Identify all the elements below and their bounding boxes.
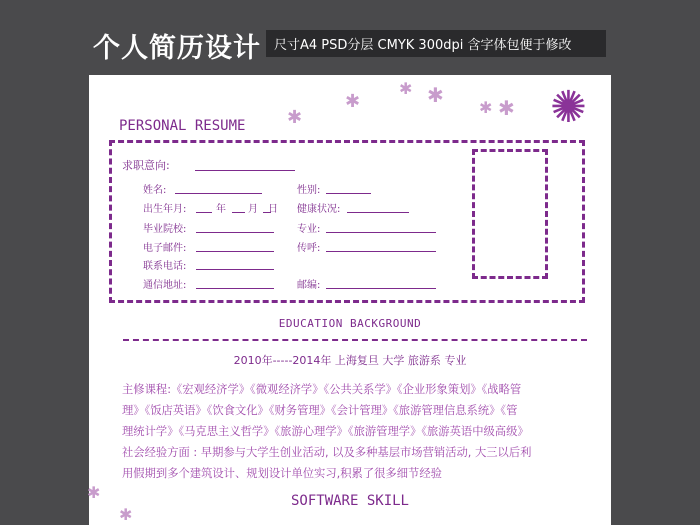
zip-underline [326,288,436,289]
major-label: 专业: [297,224,321,235]
health-underline [347,212,409,213]
flower-icon: ✱ [287,107,303,128]
software-title: SOFTWARE SKILL [290,493,409,509]
school-label: 毕业院校: [143,224,187,235]
page-title: 个人简历设计 [93,33,261,64]
school-underline [196,232,274,233]
objective-underline [195,170,295,171]
health-label: 健康状况: [297,204,341,215]
text-line: 理》《饭店英语》《饮食文化》《财务管理》《会计管理》《旅游管理信息系统》《管 [122,404,518,417]
education-title: EDUCATION BACKGROUND [278,317,422,330]
major-underline [326,232,436,233]
flower-icon: ✺ [550,82,587,133]
education-line: 2010年-----2014年 上海复旦 大学 旅游系 专业 [233,354,467,367]
flower-icon: ✱ [87,483,101,502]
email-label: 电子邮件: [143,243,187,254]
courses-text [122,379,600,484]
birth-year-label: 年 [216,204,226,215]
flower-icon: ✱ [399,79,413,98]
birth-label: 出生年月: [143,204,187,215]
flower-icon: ✱ [427,83,444,107]
objective-label: 求职意向: [122,159,170,172]
flower-icon: ✱ [345,91,361,112]
pager-underline [326,251,436,252]
birth-month-underline [232,212,245,213]
flower-icon: ✱ [498,96,515,120]
birth-year-underline [196,212,212,213]
address-label: 通信地址: [143,280,187,291]
birth-day-label: 日 [268,204,278,215]
phone-label: 联系电话: [143,261,187,272]
subtitle-text: 尺寸A4 PSD分层 CMYK 300dpi 含字体包便于修改 [274,38,572,53]
text-line: 理统计学》《马克思主义哲学》《旅游心理学》《旅游管理学》《旅游英语中级高级》 [122,425,529,438]
name-underline [175,193,262,194]
address-underline [196,288,274,289]
gender-label: 性别: [297,185,321,196]
resume-preview [89,75,611,525]
birth-month-label: 月 [248,204,258,215]
pager-label: 传呼: [297,243,321,254]
email-underline [196,251,274,252]
zip-label: 邮编: [297,280,321,291]
text-line: 用假期到多个建筑设计、规划设计单位实习,积累了很多细节经验 [122,467,442,480]
resume-title: PERSONAL RESUME [119,118,246,134]
gender-underline [326,193,371,194]
flower-icon: ✱ [119,505,133,524]
text-line: 主修课程:《宏观经济学》《微观经济学》《公共关系学》《企业形象策划》《战略管 [122,383,522,396]
photo-placeholder [472,149,548,279]
name-label: 姓名: [143,185,167,196]
text-line: 社会经验方面 : 早期参与大学生创业活动, 以及多种基层市场营销活动, 大三以后利 [122,446,532,459]
flower-icon: ✱ [479,98,493,117]
personal-info-box [109,140,585,303]
education-divider [123,339,587,341]
phone-underline [196,269,274,270]
